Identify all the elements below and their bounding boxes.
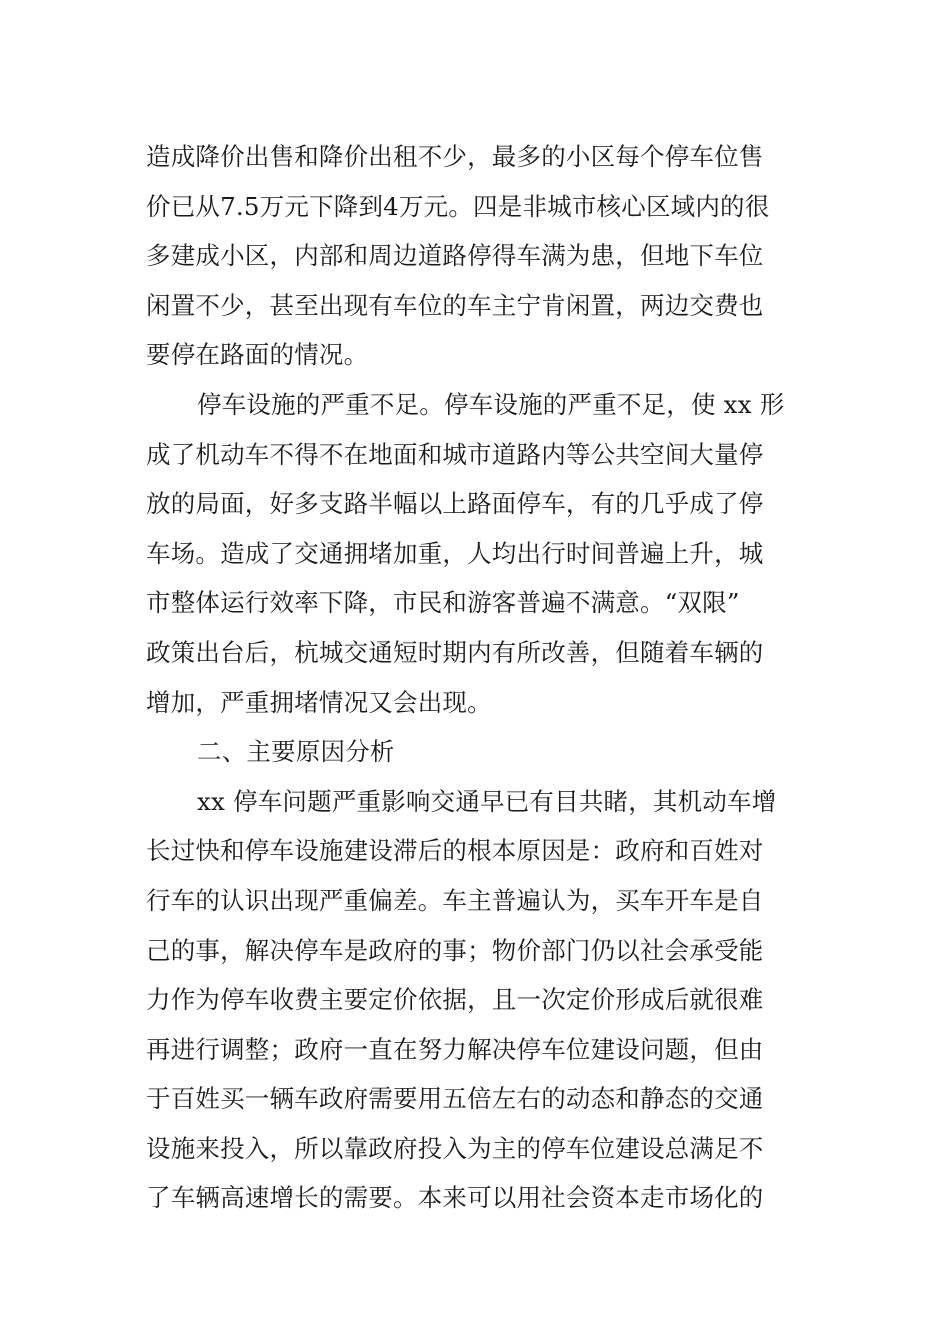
document-body — [146, 132, 806, 1223]
text-line: 己的事，解决停车是政府的事；物价部门仍以社会承受能 — [146, 935, 764, 965]
text-line: 增加，严重拥堵情况又会出现。 — [146, 687, 492, 717]
text-line: 放的局面，好多支路半幅以上路面停车，有的几乎成了停 — [146, 489, 764, 519]
section-heading: 二、主要原因分析 — [197, 737, 395, 767]
text-line: 闲置不少，甚至出现有车位的车主宁肯闲置，两边交费也 — [146, 290, 764, 320]
text-line: 价已从7.5万元下降到4万元。四是非城市核心区域内的很 — [146, 191, 770, 221]
text-line: 行车的认识出现严重偏差。车主普遍认为，买车开车是自 — [146, 885, 764, 915]
text-line: 成了机动车不得不在地面和城市道路内等公共空间大量停 — [146, 439, 764, 469]
text-line: 政策出台后，杭城交通短时期内有所改善，但随着车辆的 — [146, 637, 764, 667]
text-line: xx 停车问题严重影响交通早已有目共睹，其机动车增 — [197, 786, 777, 816]
text-line: 市整体运行效率下降，市民和游客普遍不满意。“双限” — [146, 588, 740, 618]
text-line: 造成降价出售和降价出租不少，最多的小区每个停车位售 — [146, 142, 764, 171]
text-line: 设施来投入，所以靠政府投入为主的停车位建设总满足不 — [146, 1133, 764, 1163]
text-line: 于百姓买一辆车政府需要用五倍左右的动态和静态的交通 — [146, 1084, 764, 1114]
text-line: 力作为停车收费主要定价依据，且一次定价形成后就很难 — [146, 985, 764, 1015]
text-line: 长过快和停车设施建设滞后的根本原因是：政府和百姓对 — [146, 836, 764, 866]
text-line: 车场。造成了交通拥堵加重，人均出行时间普遍上升，城 — [146, 538, 764, 568]
text-line: 要停在路面的情况。 — [146, 340, 369, 370]
text-line: 了车辆高速增长的需要。本来可以用社会资本走市场化的 — [146, 1183, 764, 1213]
text-line: 停车设施的严重不足。停车设施的严重不足，使 xx 形 — [197, 389, 785, 419]
text-line: 多建成小区，内部和周边道路停得车满为患，但地下车位 — [146, 241, 764, 271]
text-line: 再进行调整；政府一直在努力解决停车位建设问题，但由 — [146, 1034, 764, 1064]
